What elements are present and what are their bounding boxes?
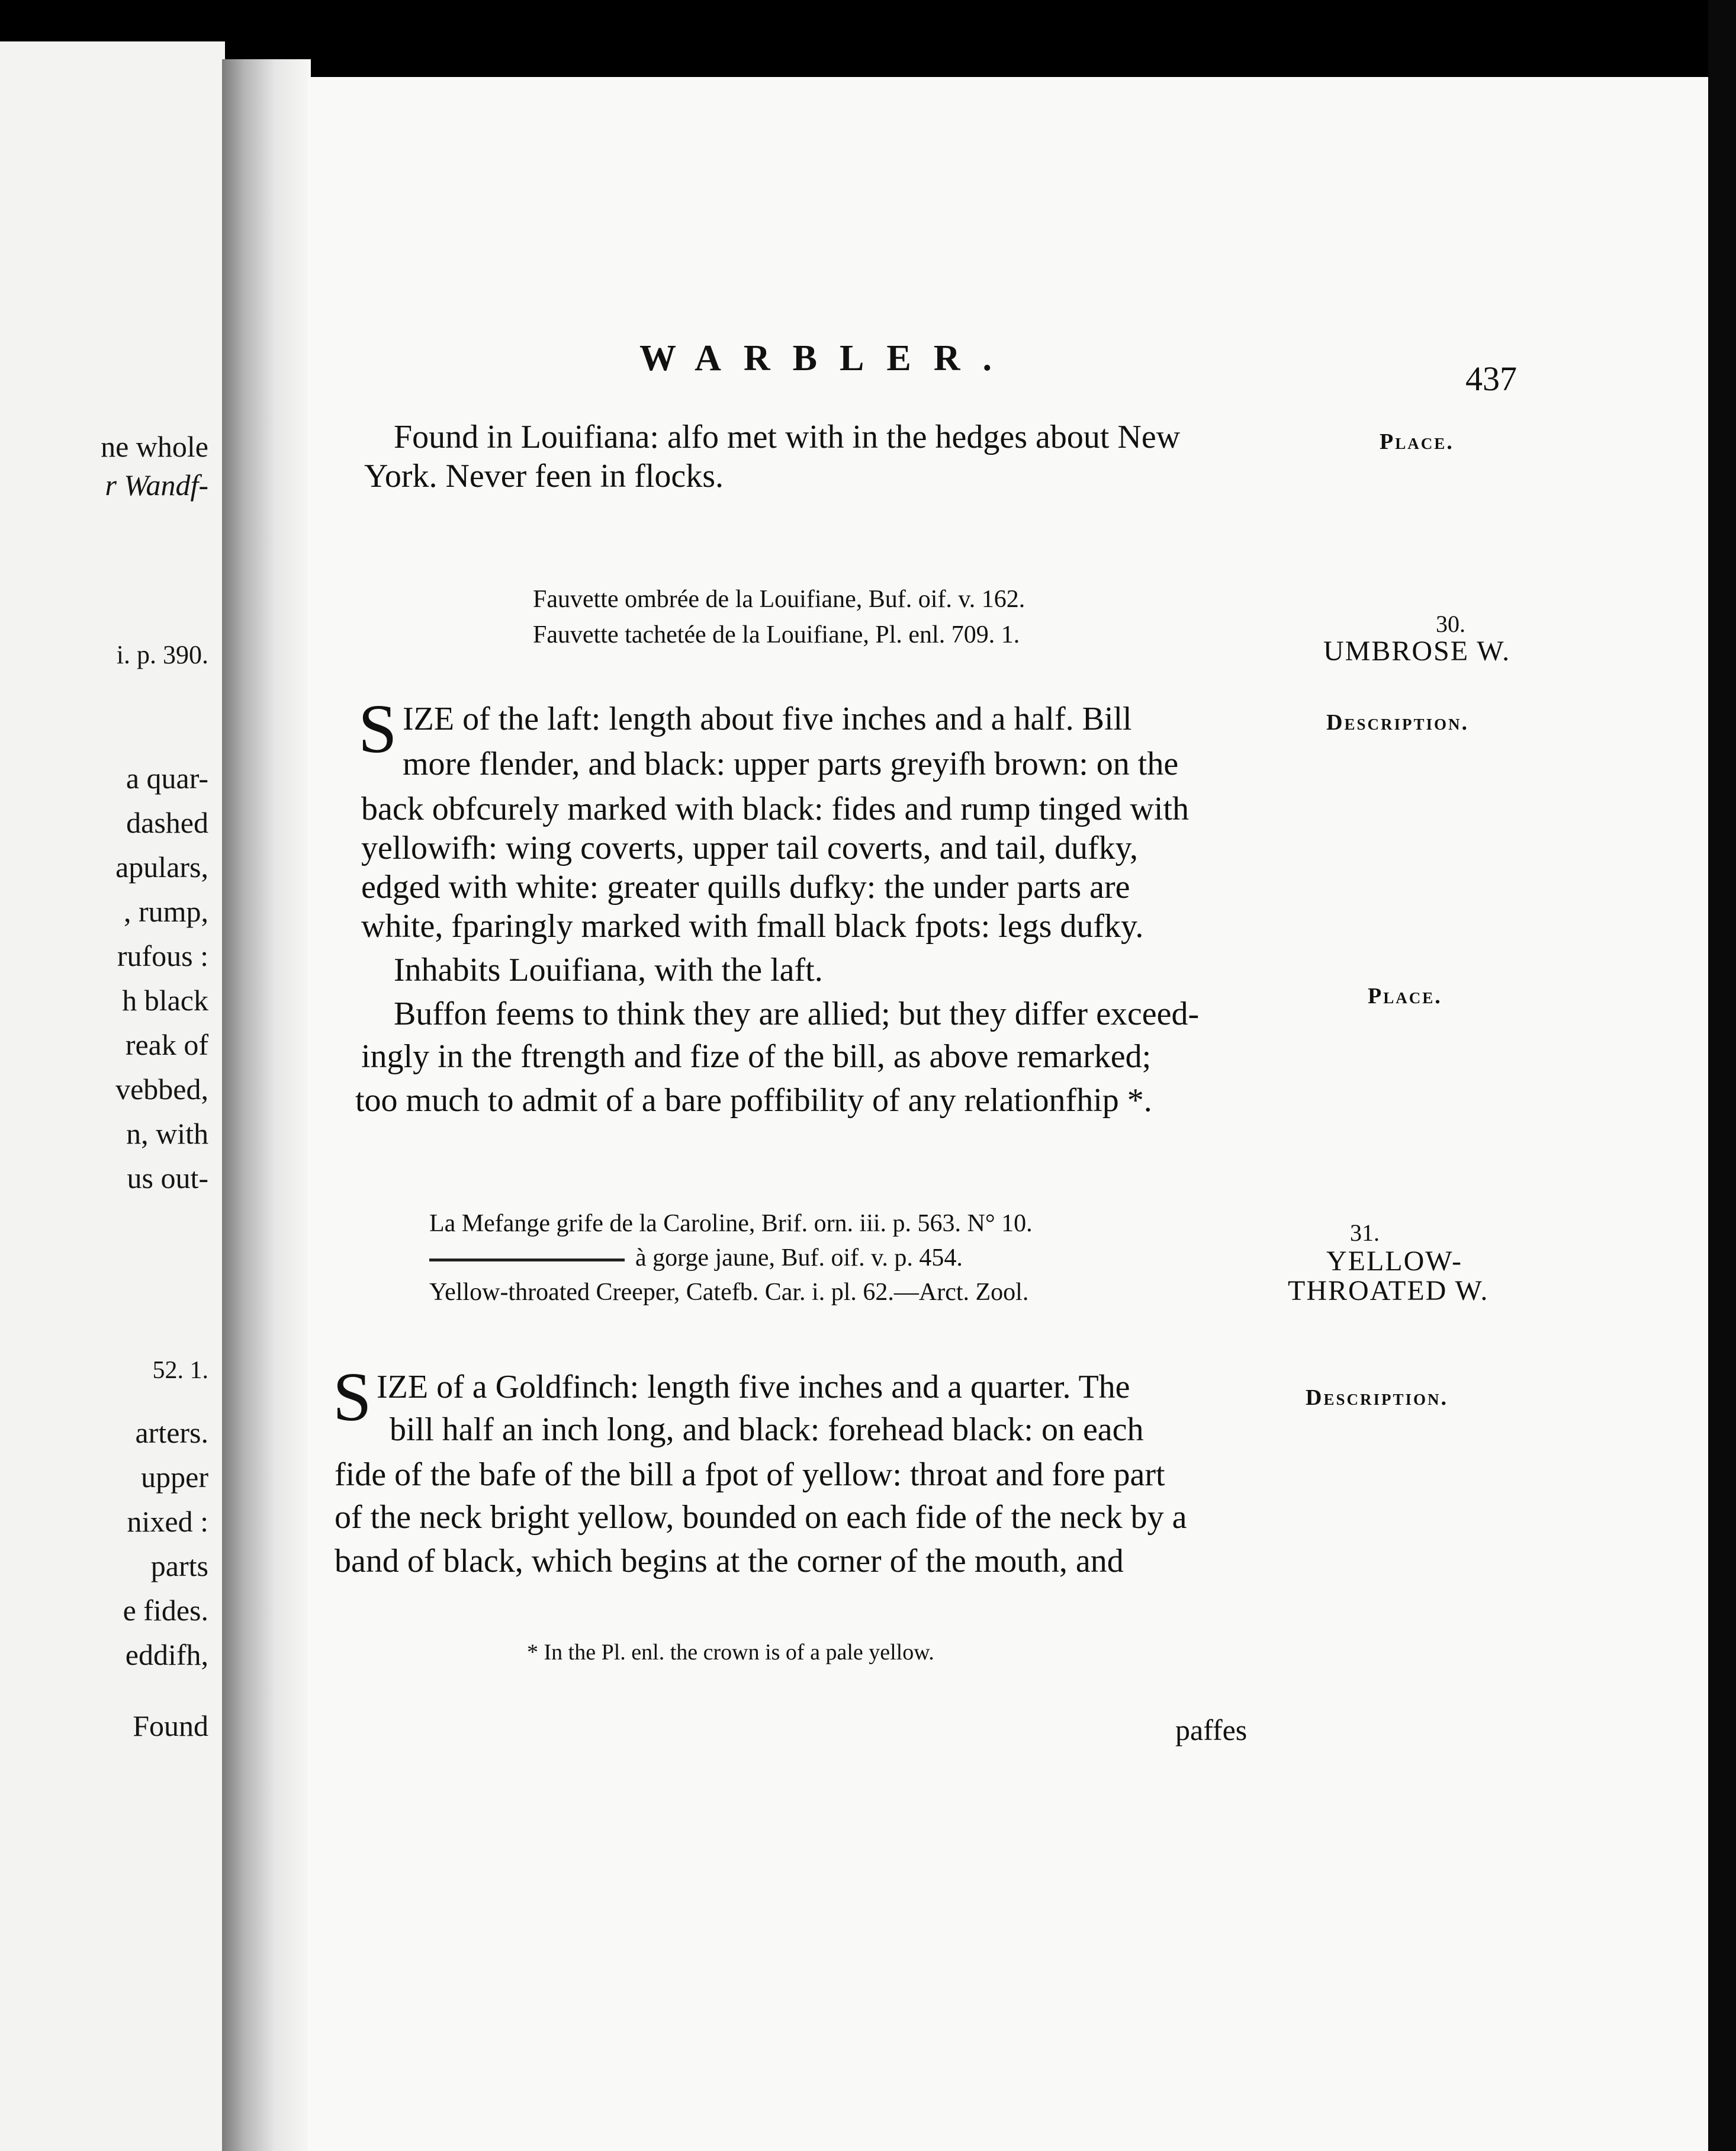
left-page-line: e fides. <box>123 1594 208 1627</box>
place-line: ingly in the ftrength and fize of the bill, as above remarked; <box>361 1038 1152 1075</box>
description-line: edged with white: greater quills dufky: the under parts are <box>361 869 1130 906</box>
left-page-line: , rump, <box>123 895 208 928</box>
left-page-line: eddifh, <box>125 1638 208 1671</box>
description-line: of the neck bright yellow, bounded on each fide of the neck by a <box>335 1499 1187 1536</box>
description-line: back obfcurely marked with black: fides and rump tinged with <box>361 791 1190 827</box>
left-page-line: reak of <box>125 1028 208 1061</box>
book-gutter <box>222 59 311 2151</box>
left-page-line: i. p. 390. <box>116 640 208 669</box>
species-number: 30. <box>1436 611 1465 637</box>
description-line: IZE of a Goldfinch: length five inches and a quarter. The <box>377 1369 1130 1405</box>
left-page-line: nixed : <box>127 1505 208 1538</box>
synonym-line: Fauvette ombrée de la Louifiane, Buf. oif. v. 162. <box>533 586 1025 613</box>
drop-cap: S <box>358 690 397 768</box>
catchword: paffes <box>1175 1713 1248 1747</box>
species-number: 31. <box>1350 1219 1380 1246</box>
left-page-line: vebbed, <box>115 1073 208 1106</box>
left-page-line: ne whole <box>101 430 208 463</box>
left-page-line: n, with <box>126 1117 208 1150</box>
place-line: too much to admit of a bare poffibility of any relationfhip *. <box>355 1082 1152 1119</box>
description-line: IZE of the laft: length about five inches and a half. Bill <box>403 701 1132 737</box>
species-name: UMBROSE W. <box>1323 635 1511 667</box>
species-name: THROATED W. <box>1288 1275 1489 1306</box>
margin-description: Description. <box>1326 710 1469 735</box>
place-line: Inhabits Louifiana, with the laft. <box>394 952 823 988</box>
description-line: more flender, and black: upper parts greyifh brown: on the <box>403 746 1179 782</box>
description-line: white, fparingly marked with fmall black fpots: legs dufky. <box>361 908 1144 945</box>
synonym-line: La Mefange grife de la Caroline, Brif. orn. iii. p. 563. N° 10. <box>429 1210 1033 1237</box>
running-head: WARBLER. <box>639 338 1015 378</box>
footnote: * In the Pl. enl. the crown is of a pale yellow. <box>527 1640 934 1665</box>
synonym-line <box>429 1244 963 1272</box>
margin-place: Place. <box>1380 429 1454 454</box>
page-number: 437 <box>1465 359 1517 398</box>
left-page-line: h black <box>122 984 208 1017</box>
left-page-line: 52. 1. <box>152 1357 208 1384</box>
margin-place: Place. <box>1368 984 1442 1009</box>
intro-line: Found in Louifiana: alfo met with in the hedges about New <box>394 419 1181 455</box>
left-page-line: Found <box>133 1709 208 1742</box>
description-line: bill half an inch long, and black: forehead black: on each <box>390 1411 1144 1448</box>
synonym-text: à gorge jaune, Buf. oif. v. p. 454. <box>635 1244 963 1272</box>
species-name: YELLOW- <box>1326 1245 1462 1277</box>
place-line: Buffon feems to think they are allied; but they differ exceed- <box>394 996 1200 1032</box>
left-page-line: dashed <box>126 806 208 839</box>
description-line: fide of the bafe of the bill a fpot of yellow: throat and fore part <box>335 1456 1165 1493</box>
description-line: yellowifh: wing coverts, upper tail coverts, and tail, dufky, <box>361 830 1139 866</box>
left-page-line: a quar- <box>126 762 208 795</box>
left-page-line: upper <box>141 1460 208 1494</box>
scan-edge <box>1708 0 1736 2151</box>
left-page <box>0 41 225 2151</box>
ditto-rule <box>429 1259 625 1261</box>
left-page-line: rufous : <box>117 939 208 972</box>
left-page-line: us out- <box>127 1161 208 1195</box>
synonym-line: Yellow-throated Creeper, Catefb. Car. i. pl. 62.—Arct. Zool. <box>429 1279 1029 1306</box>
drop-cap: S <box>333 1358 372 1436</box>
left-page-line: arters. <box>135 1416 208 1449</box>
left-page-line: r Wandf- <box>105 468 208 502</box>
description-line: band of black, which begins at the corner of the mouth, and <box>335 1543 1124 1579</box>
synonym-line: Fauvette tachetée de la Louifiane, Pl. enl. 709. 1. <box>533 621 1020 648</box>
intro-line: York. Never feen in flocks. <box>364 458 724 495</box>
left-page-line: parts <box>150 1549 208 1582</box>
margin-description: Description. <box>1306 1385 1448 1410</box>
left-page-line: apulars, <box>115 850 208 884</box>
